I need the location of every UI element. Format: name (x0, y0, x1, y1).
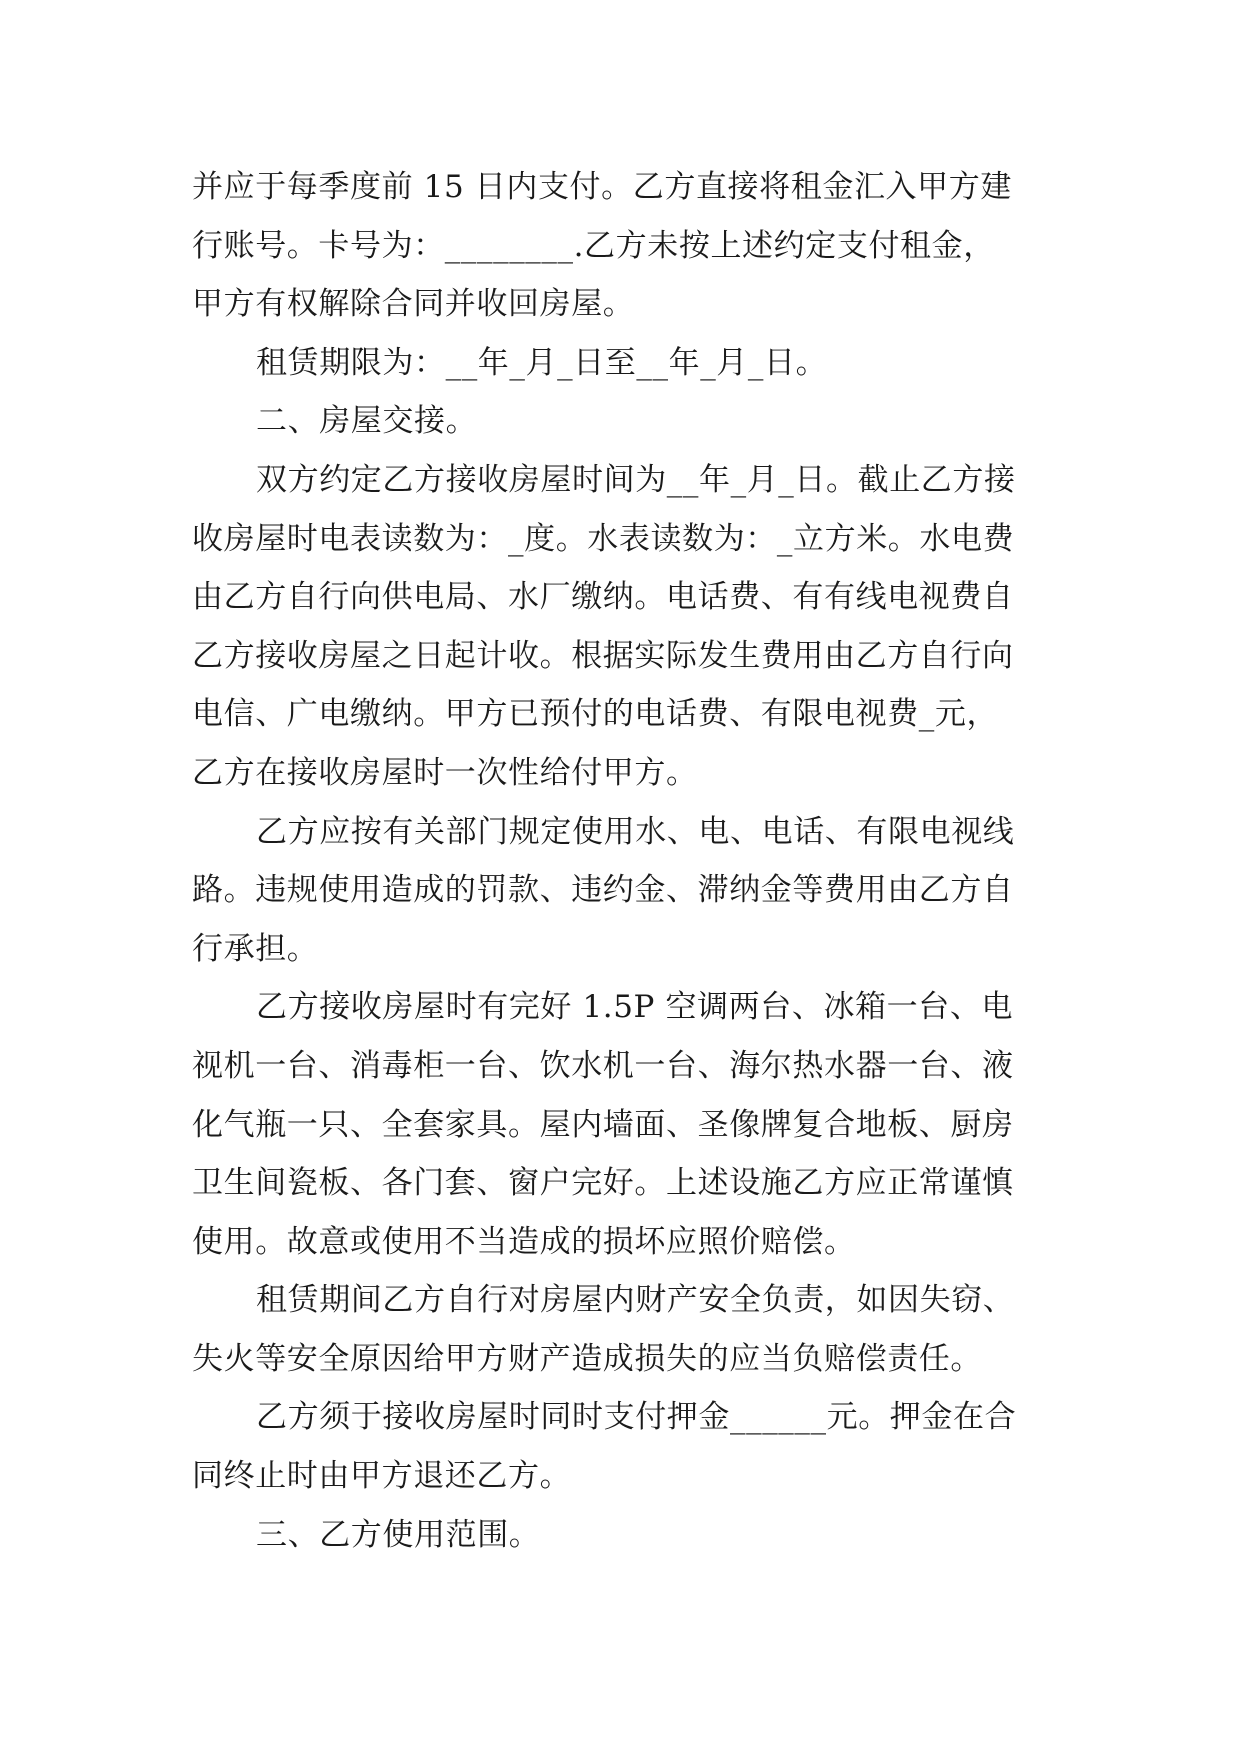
text-line: 甲方有权解除合同并收回房屋。 (192, 286, 635, 323)
section-heading: 三、乙方使用范围。 (256, 1516, 541, 1553)
text-line: 行承担。 (192, 930, 319, 967)
text-line: 双方约定乙方接收房屋时间为__年_月_日。截止乙方接 (256, 461, 1016, 498)
text-line: 租赁期间乙方自行对房屋内财产安全负责，如因失窃、 (256, 1282, 1015, 1319)
text-line: 失火等安全原因给甲方财产造成损失的应当负赔偿责任。 (192, 1340, 982, 1377)
text-line: 收房屋时电表读数为：_度。水表读数为：_立方米。水电费 (192, 520, 1015, 557)
text-line: 卫生间瓷板、各门套、窗户完好。上述设施乙方应正常谨慎 (192, 1165, 1014, 1202)
text-line: 同终止时由甲方退还乙方。 (192, 1458, 572, 1495)
text-line: 视机一台、消毒柜一台、饮水机一台、海尔热水器一台、液 (192, 1047, 1014, 1084)
text-line: 并应于每季度前 15 日内支付。乙方直接将租金汇入甲方建 (192, 169, 1012, 205)
text-line: 乙方接收房屋之日起计收。根据实际发生费用由乙方自行向 (192, 637, 1014, 674)
text-line: 由乙方自行向供电局、水厂缴纳。电话费、有有线电视费自 (192, 579, 1014, 616)
text-line: 乙方接收房屋时有完好 1.5P 空调两台、冰箱一台、电 (256, 989, 1014, 1026)
text-line: 路。违规使用造成的罚款、违约金、滞纳金等费用由乙方自 (192, 872, 1014, 909)
text-line: 行账号。卡号为：________.乙方未按上述约定支付租金， (192, 227, 995, 264)
text-line: 使用。故意或使用不当造成的损坏应照价赔偿。 (192, 1223, 856, 1260)
text-line: 租赁期限为：__年_月_日至__年_月_日。 (256, 344, 828, 381)
document-body (192, 158, 1052, 1564)
text-line: 电信、广电缴纳。甲方已预付的电话费、有限电视费_元， (192, 696, 999, 733)
text-line: 乙方应按有关部门规定使用水、电、电话、有限电视线 (256, 813, 1015, 850)
text-line: 乙方在接收房屋时一次性给付甲方。 (192, 754, 698, 791)
text-line: 乙方须于接收房屋时同时支付押金______元。押金在合 (256, 1399, 1017, 1436)
section-heading: 二、房屋交接。 (256, 403, 478, 440)
text-line: 化气瓶一只、全套家具。屋内墙面、圣像牌复合地板、厨房 (192, 1106, 1014, 1143)
